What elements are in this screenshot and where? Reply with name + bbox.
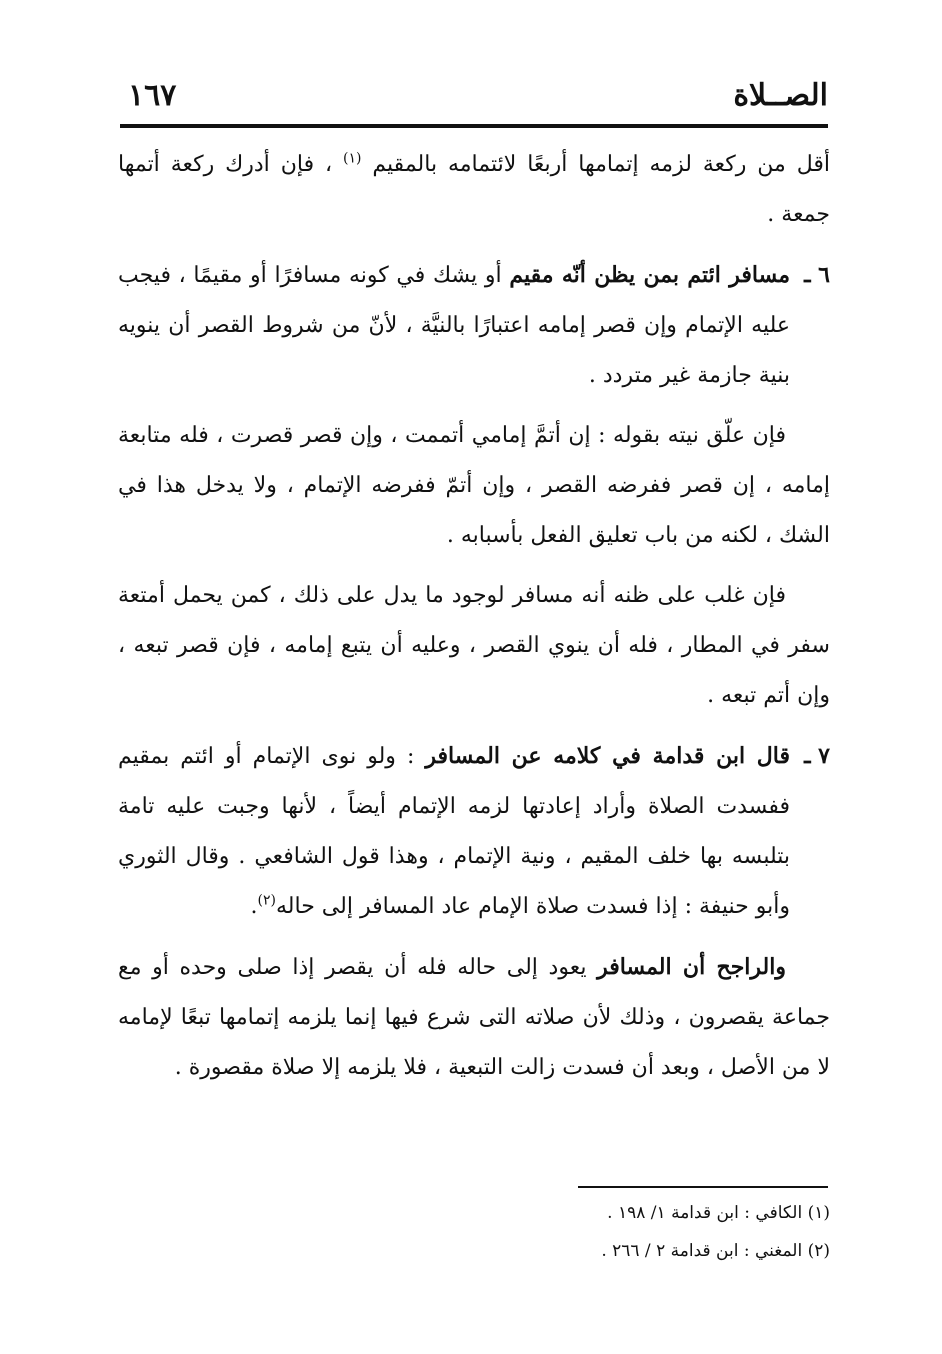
page-number: ١٦٧ [128, 78, 177, 113]
numbered-item-7 [118, 731, 830, 932]
paragraph-text: ، فإن أدرك ركعة أتمها جمعة . [118, 152, 830, 227]
footnote-2: (٢) المغني : ابن قدامة ٢ / ٢٦٦ . [601, 1241, 830, 1261]
numbered-item-6 [118, 250, 830, 401]
paragraph-text: يعود إلى حاله فله أن يقصر إذا صلى وحده أو مع جماعة يقصرون ، وذلك لأن صلاته التى شرع فيها إنما يلزمه إتمامها تبعًا لإمامه لا من الأصل ، وبعد أن فسدت زالت التبعية ، فلا يلزمه إلا صلاة مقصورة . [118, 955, 830, 1080]
item-heading: مسافر ائتم بمن يظن أنّه مقيم [509, 262, 790, 288]
footnote-rule [578, 1186, 828, 1188]
item-number: ٧ ـ [804, 743, 830, 769]
item-text: أو يشك في كونه مسافرًا أو مقيمًا ، فيجب عليه الإتمام وإن قصر إمامه اعتبارًا بالنيَّة ، لأنّ من شروط القصر أن ينويه بنية جازمة غير متردد . [118, 263, 790, 388]
header-rule [120, 124, 828, 128]
section-title: الصــلاة [733, 78, 828, 113]
page-body [118, 140, 830, 1103]
footnotes [118, 1194, 830, 1270]
page-header [120, 70, 828, 122]
paragraph-conclusion [118, 942, 830, 1093]
paragraph: فإن علّق نيته بقوله : إن أتمَّ إمامي أتممت ، وإن قصر قصرت ، فله متابعة إمامه ، إن قصر ففرضه القصر ، وإن أتمّ ففرضه الإتمام ، ولا يدخل هذا في الشك ، لكنه من باب تعليق الفعل بأسبابه . [118, 423, 830, 548]
item-text-end: . [250, 894, 258, 919]
paragraph-text: أقل من ركعة لزمه إتمامها أربعًا لائتمامه بالمقيم [372, 152, 830, 177]
item-heading: قال ابن قدامة في كلامه عن المسافر [425, 743, 790, 769]
footnote-ref-1[interactable]: (١) [343, 150, 362, 167]
paragraph-continuation [118, 140, 830, 240]
paragraph: فإن غلب على ظنه أنه مسافر لوجود ما يدل على ذلك ، كمن يحمل أمتعة سفر في المطار ، فله أن ينوي القصر ، وعليه أن يتبع إمامه ، فإن قصر تبعه ، وإن أتم تبعه . [118, 583, 830, 708]
paragraph-heading: والراجح أن المسافر [597, 954, 786, 980]
footnote-ref-2[interactable]: (٢) [257, 892, 276, 909]
item-text: : ولو نوى الإتمام أو ائتم بمقيم ففسدت الصلاة وأراد إعادتها لزمه الإتمام أيضاً ، لأنها وجبت عليه تامة بتلبسه بها خلف المقيم ، ونية الإتمام ، وهذا قول الشافعي . وقال الثوري وأبو حنيفة : إذا فسدت صلاة الإمام عاد المسافر إلى حاله [118, 744, 790, 919]
item-number: ٦ ـ [804, 262, 830, 288]
footnote-1: (١) الكافي : ابن قدامة ١/ ١٩٨ . [607, 1203, 830, 1223]
